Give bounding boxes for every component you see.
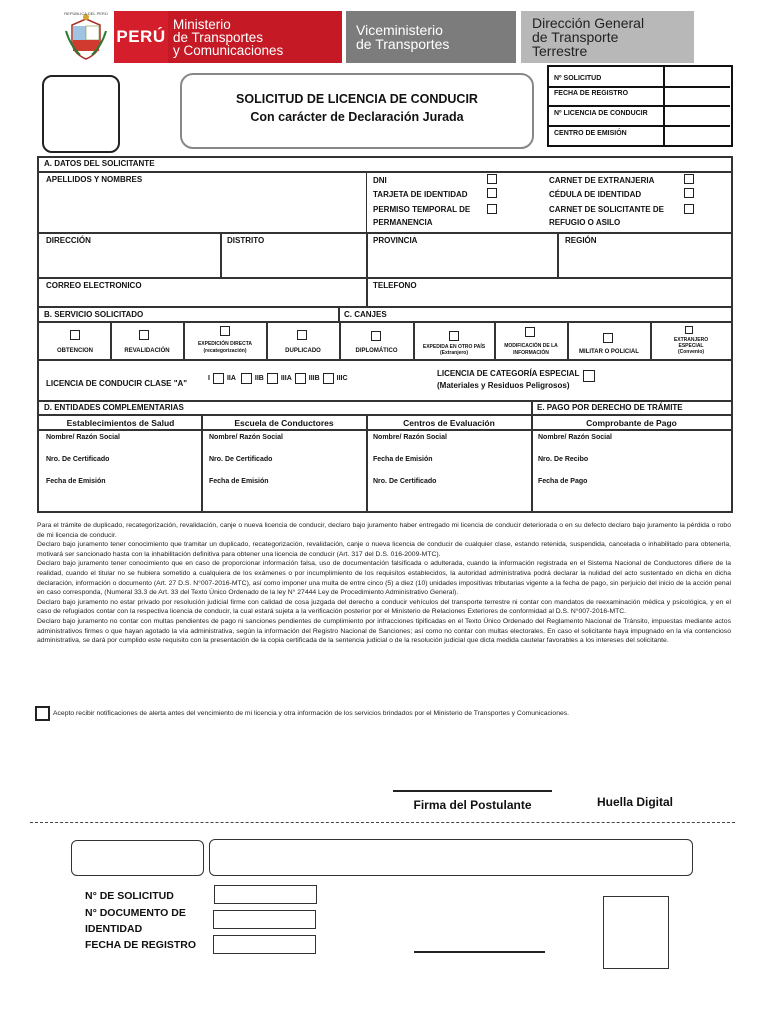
modificacion-checkbox[interactable] (525, 327, 535, 337)
ministry-line-1: Ministerio (173, 16, 231, 32)
section-c-title: C. CANJES (344, 310, 387, 319)
peru-brand-box (114, 11, 168, 63)
declaration-4: Declaro bajo juramento no estar privado por resolución judicial firme con calidad de cosa juzgada del derecho a conducir vehículos del transporte terrestre ni contar con mandatos de reexaminación médica y psicológica, y en el caso de refugiados contar con la respectiva licencia de conducir, la cual estará sujeta a la verificación posterior por el Ministerio de Relaciones Exteriores de conformidad al D.S. N°007-2016-MTC. (37, 598, 731, 616)
militar-checkbox[interactable] (603, 333, 613, 343)
ministry-line-3: y Comunicaciones (173, 42, 284, 58)
section-d-title: D. ENTIDADES COMPLEMENTARIAS (44, 403, 184, 412)
doc-dni-checkbox[interactable] (487, 174, 497, 184)
escuela-nombre: Nombre/ Razón Social (209, 434, 283, 441)
clase-iiia-label: IIIA (280, 375, 292, 382)
escuela-header: Escuela de Conductores (234, 418, 334, 428)
stub-fingerprint-box (603, 896, 669, 969)
photo-box (42, 75, 120, 153)
registry-solicitud-label: Nº SOLICITUD (554, 75, 602, 82)
seal-caption: REPÚBLICA DEL PERÚ (64, 11, 108, 16)
salud-header: Establecimientos de Salud (66, 418, 175, 428)
clase-iib-label: IIB (254, 375, 264, 382)
centros-nombre: Nombre/ Razón Social (373, 434, 447, 441)
stub-documento-label: N° DOCUMENTO DE (85, 907, 186, 919)
declaration-3: Declaro bajo juramento tener conocimiento que en caso de proporcionar información falsa, uso de documentación falsificada o adulterada, cuando la información registrada en el Sistema Nacional de Conductores difiere de la realidad, cuando el titular no se hubiera sometido a cualquiera de los exámenes o por incumplimiento de los requisitos establecidos, la autoridad administrativa podrá declarar la nulidad del acto sustentado en dicha en dicha declaración, información o documento (Art. 27 D.S. N°007-2016-MTC), así como imponer una multa de entre cinco (5) a diez (10) unidades impositivas tributarias vigente a la fecha de pago, sin perjuicio del inicio de la acción penal en caso corresponda, (Numeral 33.3 de Art. 33 del Texto Único Ordenado de la ley N° 27444 Ley de Procedimiento Administrativo General). (37, 560, 731, 597)
clase-especial-checkbox[interactable] (583, 370, 595, 382)
doc-refugio-label-2: REFUGIO O ASILO (549, 218, 621, 227)
duplicado-label: DUPLICADO (285, 348, 321, 354)
doc-carnet-checkbox[interactable] (684, 174, 694, 184)
signature-line (393, 790, 552, 792)
telefono-label: TELEFONO (373, 281, 417, 290)
registry-licencia-label: Nº LICENCIA DE CONDUCIR (554, 110, 648, 117)
doc-permiso-label-2: PERMANENCIA (373, 218, 433, 227)
region-label: REGIÓN (565, 236, 597, 245)
centros-header: Centros de Evaluación (403, 418, 495, 428)
doc-tarjeta-label: TARJETA DE IDENTIDAD (373, 190, 468, 199)
diplomatico-checkbox[interactable] (371, 331, 381, 341)
modificacion-label-2: INFORMACIÓN (513, 350, 549, 356)
salud-nombre: Nombre/ Razón Social (46, 434, 120, 441)
doc-cedula-label: CÉDULA DE IDENTIDAD (549, 190, 642, 199)
obtencion-checkbox[interactable] (70, 330, 80, 340)
clase-iia-label: IIA (226, 375, 236, 382)
militar-label: MILITAR O POLICIAL (579, 349, 639, 355)
doc-refugio-checkbox[interactable] (684, 204, 694, 214)
otro-pais-label-2: (Extranjero) (439, 350, 469, 356)
doc-tarjeta-checkbox[interactable] (487, 188, 497, 198)
form-subtitle: Con carácter de Declaración Jurada (250, 110, 464, 124)
registry-table (547, 65, 733, 147)
doc-carnet-label: CARNET DE EXTRANJERIA (549, 176, 655, 185)
declaration-1: Para el trámite de duplicado, recategorización, revalidación, canje o nueva licencia de conducir, declaro bajo juramento haber entregado mi licencia de conducir deteriorada o en su defecto declaro bajo juramento la pérdida o robo de mi licencia de conducir. (37, 522, 731, 539)
stub-fecha-label: FECHA DE REGISTRO (85, 939, 197, 951)
declaration-5: Declaro bajo juramento no contar con multas pendientes de pago ni sanciones pendientes de cumplimiento por infracciones tipificadas en el Texto Único Ordenado del Reglamento Nacional de Tránsito, impuestas mediante actos administrativos firmes o que hayan agotado la vía administrativa, según la información del Registro Nacional de Sanciones; así como no contar con multas electorales. En caso el solicitante haya impugnado en la vía contencioso administrativa, se dará por cumplido este requisito con la presentación de la copia certificada de la sentencia judicial o de la resolución judicial que dicta medida cautelar favorables a los intereses del solicitante. (37, 617, 731, 645)
revalidacion-checkbox[interactable] (139, 330, 149, 340)
provincia-label: PROVINCIA (373, 236, 418, 245)
escuela-fecha: Fecha de Emisión (209, 478, 269, 485)
correo-label: CORREO ELECTRONICO (46, 281, 142, 290)
declarations (37, 521, 731, 646)
clase-a-label: LICENCIA DE CONDUCIR CLASE "A" (46, 379, 188, 388)
stub-signature-line (414, 951, 545, 953)
direction-box (521, 11, 694, 63)
clase-iiib-label: IIIB (308, 375, 320, 382)
extranjero-label-2: ESPECIAL (678, 343, 704, 349)
clase-especial-label-2: (Materiales y Residuos Peligrosos) (437, 381, 570, 390)
registry-centro-label: CENTRO DE EMISIÓN (554, 130, 627, 137)
section-a-title: A. DATOS DEL SOLICITANTE (44, 159, 155, 168)
names-label: APELLIDOS Y NOMBRES (46, 175, 143, 184)
doc-permiso-label: PERMISO TEMPORAL DE (373, 205, 471, 214)
salud-certificado: Nro. De Certificado (46, 456, 110, 463)
declaration-2: Declaro bajo juramento tener conocimiento que tramitar un duplicado, recategorización, revalidación, canje o nueva licencia de conducir de cualquier clase, estando retenida, suspendida, cancelada o inhabilitado para obtenerla, motivará ser sancionado hasta con la inhabilitación definitiva para obtener una licencia de conducir (Art. 317 del D.S. 016-2009-MTC). (37, 541, 731, 558)
clase-iia-checkbox[interactable] (241, 373, 252, 384)
form-title: SOLICITUD DE LICENCIA DE CONDUCIR (236, 92, 478, 106)
expedicion-label-2: (recategorización) (203, 348, 247, 354)
expedicion-checkbox[interactable] (220, 326, 230, 336)
pago-nombre: Nombre/ Razón Social (538, 434, 612, 441)
doc-dni-label: DNI (373, 176, 387, 185)
clase-iib-checkbox[interactable] (267, 373, 278, 384)
otro-pais-checkbox[interactable] (449, 331, 459, 341)
centros-certificado: Nro. De Certificado (373, 478, 437, 485)
ministry-box (168, 11, 342, 63)
peru-label: PERÚ (116, 27, 166, 46)
salud-fecha: Fecha de Emisión (46, 478, 106, 485)
stub-documento-field[interactable] (213, 910, 316, 929)
direction-line-3: Terrestre (532, 43, 588, 59)
vice-line-1: Viceministerio (356, 22, 443, 38)
expedicion-label: EXPEDICIÓN DIRECTA (197, 341, 253, 347)
title-box (180, 73, 534, 149)
firma-label: Firma del Postulante (413, 798, 532, 812)
extranjero-label-3: (Convenio) (677, 349, 705, 355)
cut-line (30, 822, 735, 823)
doc-cedula-checkbox[interactable] (684, 188, 694, 198)
escuela-certificado: Nro. De Certificado (209, 456, 273, 463)
revalidacion-label: REVALIDACIÓN (124, 348, 170, 354)
clase-i-label: I (208, 375, 210, 382)
otro-pais-label: EXPEDIDA EN OTRO PAÍS (422, 344, 486, 350)
section-e-title: E. PAGO POR DERECHO DE TRÁMITE (537, 403, 683, 412)
stub-solicitud-field[interactable] (214, 885, 317, 904)
peru-seal-logo (60, 11, 112, 63)
doc-permiso-checkbox[interactable] (487, 204, 497, 214)
huella-label: Huella Digital (597, 795, 674, 809)
accept-label: Acepto recibir notificaciones de alerta antes del vencimiento de mi licencia y otra información de los servicios brindados por el Ministerio de Transportes y Comunicaciones. (53, 710, 570, 717)
registry-fecha-label: FECHA DE REGISTRO (554, 90, 629, 97)
clase-especial-label: LICENCIA DE CATEGORÍA ESPECIAL (437, 369, 580, 378)
clase-iiia-checkbox[interactable] (295, 373, 306, 384)
direccion-label: DIRECCIÓN (46, 236, 91, 245)
extranjero-label: EXTRANJERO (673, 337, 709, 343)
direction-line-2: de Transporte (532, 29, 619, 45)
duplicado-checkbox[interactable] (297, 330, 307, 340)
stub-documento-label-2: IDENTIDAD (85, 923, 143, 935)
stub-fecha-field[interactable] (213, 935, 316, 954)
clase-iiib-checkbox[interactable] (323, 373, 334, 384)
distrito-label: DISTRITO (227, 236, 265, 245)
direction-line-1: Dirección General (532, 15, 645, 31)
vice-ministry-box (346, 11, 516, 63)
stub-box-left (71, 840, 204, 876)
vice-line-2: de Transportes (356, 36, 450, 52)
obtencion-label: OBTENCION (57, 348, 93, 354)
pago-recibo: Nro. De Recibo (538, 456, 589, 463)
section-b-title: B. SERVICIO SOLICITADO (44, 310, 144, 319)
diplomatico-label: DIPLOMÁTICO (355, 348, 398, 354)
stub-solicitud-label: N° DE SOLICITUD (85, 890, 174, 902)
clase-i-checkbox[interactable] (213, 373, 224, 384)
extranjero-checkbox[interactable] (685, 326, 693, 334)
stub-box-right (209, 839, 693, 876)
accept-checkbox[interactable] (35, 706, 50, 721)
ministry-line-2: de Transportes (173, 29, 264, 45)
comprobante-header: Comprobante de Pago (586, 418, 677, 428)
centros-fecha: Fecha de Emisión (373, 456, 433, 463)
pago-fecha: Fecha de Pago (538, 478, 588, 485)
modificacion-label: MODIFICACIÓN DE LA (504, 343, 558, 349)
doc-refugio-label: CARNET DE SOLICITANTE DE (549, 205, 664, 214)
clase-iiic-label: IIIC (336, 375, 348, 382)
